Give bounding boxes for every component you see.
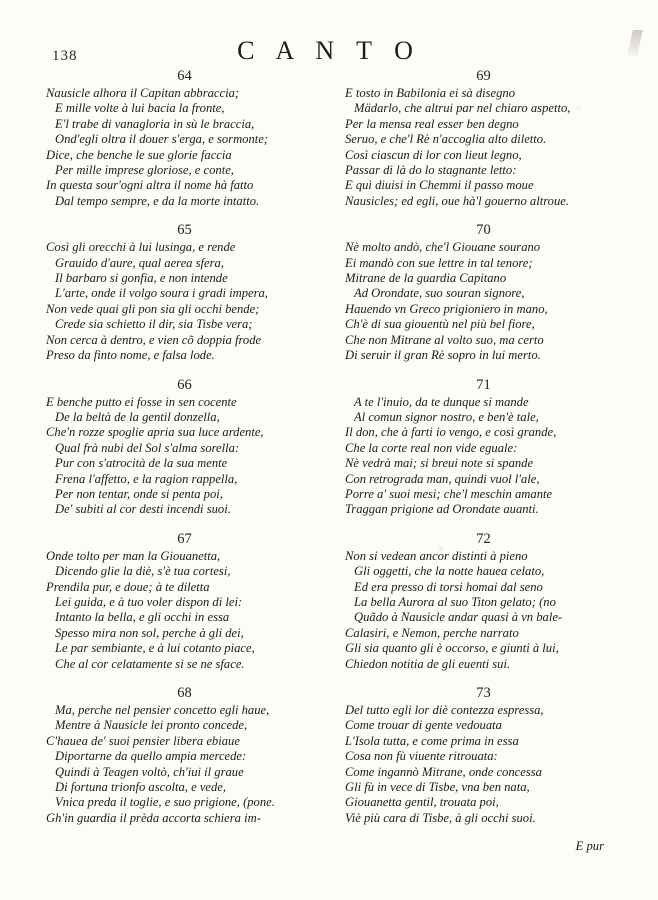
verse-line: Quãdo à Nausicle andar quasi à vn bale- xyxy=(354,610,563,625)
stanza-number: 71 xyxy=(476,376,491,393)
verse-line: Traggan prigione ad Orondate auanti. xyxy=(345,502,539,517)
verse-line: Che'n rozze spoglie apria sua luce ardente, xyxy=(46,425,264,440)
stanza-number: 67 xyxy=(177,530,192,547)
verse-line: Pur con s'atrocità de la sua mente xyxy=(55,456,228,471)
stanza-number: 64 xyxy=(177,68,192,84)
verse-line: Per mille imprese gloriose, e conte, xyxy=(55,163,234,178)
verse-line: Di fortuna trionfo ascolta, e vede, xyxy=(55,780,227,795)
verse-line: Porre a' suoi mesi; che'l meschin amante xyxy=(345,486,553,501)
verse-line: E quì diuisi in Chemmi il passo moue xyxy=(345,178,534,193)
verse-line: L'Isola tutta, e come prima in essa xyxy=(345,733,519,748)
verse-line: Gli fù in vece di Tisbe, vna ben nata, xyxy=(345,780,530,795)
verse-line: Che al cor celatamente si se ne sface. xyxy=(55,656,245,671)
verse-line: C'hauea de' suoi pensier libera ebiaue xyxy=(46,733,240,748)
stanza xyxy=(46,377,323,518)
verse-line: Ad Orondate, suo souran signore, xyxy=(354,286,525,301)
stanza-number: 66 xyxy=(177,376,192,393)
verse-line: Onde tolto per man la Giouanetta, xyxy=(46,548,221,563)
verse-line: Dal tempo sempre, e da la morte intatto. xyxy=(55,193,260,208)
verse-line: Crede sia schietto il dir, sia Tisbe vera; xyxy=(55,317,253,332)
stanza xyxy=(46,685,323,826)
verse-line: Quindi à Teagen voltò, ch'iui il graue xyxy=(55,764,244,779)
verse-line: E tosto in Babilonia ei sà disegno xyxy=(345,86,516,100)
verse-line: Al comun signor nostro, e ben'è tale, xyxy=(354,409,539,424)
verse-line: Passar di là do lo stagnante letto: xyxy=(345,163,517,178)
verse-line: L'arte, onde il volgo soura i gradi impera, xyxy=(55,286,268,301)
verse-line: Ma, perche nel pensier concetto egli haue, xyxy=(55,703,270,717)
verse-line: Seruo, e che'l Rè n'accoglia alto diletto. xyxy=(345,132,547,147)
verse-line: Che non Mitrane al volto suo, ma certo xyxy=(345,332,544,347)
verse-line: Come ingannò Mitrane, onde concessa xyxy=(345,764,542,779)
verse-line: Così gli orecchi à lui lusinga, e rende xyxy=(46,240,236,255)
stanza-number: 65 xyxy=(177,222,192,239)
verse-line: Dicendo glie la diè, s'è tua cortesi, xyxy=(55,564,231,579)
running-head: C A N T O xyxy=(237,36,421,65)
verse-line: Di seruir il gran Rè sopro in lui merto. xyxy=(345,348,541,363)
verse-line: A te l'inuio, da te dunque si mande xyxy=(354,394,529,409)
verse-line: Nè molto andò, che'l Giouane sourano xyxy=(345,240,541,255)
verse-line: De la beltà de la gentil donzella, xyxy=(55,409,220,424)
verse-line: Come trouar di gente vedouata xyxy=(345,718,502,733)
verse-line: Ond'egli oltra il douer s'erga, e sormonte; xyxy=(55,132,269,147)
stanza-number: 73 xyxy=(476,685,491,701)
verse-line: Gli oggetti, che la notte hauea celato, xyxy=(354,564,545,579)
verse-line: Per non tentar, onde si penta poi, xyxy=(55,486,223,501)
verse-line: Preso da finto nome, e falsa lode. xyxy=(46,348,215,363)
stanza xyxy=(46,222,323,363)
verse-line: In questa sour'ogni altra il nome hà fatto xyxy=(46,178,254,193)
stanza-number: 69 xyxy=(476,68,491,84)
verse-line: Il barbaro si gonfia, e non intende xyxy=(55,271,228,286)
verse-line: Lei guida, e à tuo voler dispon di lei: xyxy=(55,594,243,609)
verse-line: Viè più cara di Tisbe, à gli occhi suoi. xyxy=(345,810,536,825)
stanza-number: 68 xyxy=(177,685,192,701)
verse-line: Frena l'affetto, e la ragion rappella, xyxy=(55,471,238,486)
verse-line: La bella Aurora al suo Titon gelato; (no xyxy=(354,594,556,609)
verse-line: Dice, che benche le sue glorie faccia xyxy=(46,147,232,162)
verse-line: Il don, che à farti io vengo, e così grande, xyxy=(345,425,557,440)
stanza xyxy=(345,68,622,209)
verse-line: Non vede quai gli pon sia gli occhi bende; xyxy=(46,301,260,316)
stanza xyxy=(345,377,622,518)
verse-line: Gh'in guardia il prèda accorta schiera im- xyxy=(46,810,261,825)
verse-line: Prendila pur, e doue; à te diletta xyxy=(46,579,210,594)
verse-line: Nausicle alhora il Capitan abbraccia; xyxy=(46,86,240,100)
verse-line: Non cerca à dentro, e vien cõ doppia frode xyxy=(46,332,262,347)
verse-line: Mädarlo, che altrui par nel chiaro aspetto, xyxy=(354,101,571,116)
verse-line: Con retrograda man, quindi vuol l'ale, xyxy=(345,471,540,486)
verse-line: Che la corte real non vide eguale: xyxy=(345,440,518,455)
stanza xyxy=(345,685,622,826)
verse-line: Qual frà nubi del Sol s'alma sorella: xyxy=(55,440,240,455)
verse-line: Non si vedean ancor distinti à pieno xyxy=(345,548,528,563)
verse-line: Diportarne da quello ampia mercede: xyxy=(55,749,247,764)
verse-line: Cosa non fù viuente ritrouata: xyxy=(345,749,498,764)
verse-line: Ch'è di sua giouentù nel più bel fiore, xyxy=(345,317,535,332)
verse-line: E'l trabe di vanagloria in sù le braccia, xyxy=(55,116,255,131)
text-columns xyxy=(46,68,622,854)
verse-line: Grauido d'aure, qual aerea sfera, xyxy=(55,255,224,270)
verse-line: De' subiti al cor desti incendi suoi. xyxy=(55,502,231,517)
verse-line: Del tutto egli lor diè contezza espressa, xyxy=(345,703,544,717)
verse-line: Mentre à Nausicle lei pronto concede, xyxy=(55,718,248,733)
verse-line: Giouanetta gentil, trouata poi, xyxy=(345,795,499,810)
stanza-number: 72 xyxy=(476,530,491,547)
column-left xyxy=(46,68,323,854)
verse-line: Ed era presso di torsi homai dal seno xyxy=(354,579,543,594)
stanza xyxy=(345,222,622,363)
verse-line: Ei mandò con sue lettre in tal tenore; xyxy=(345,255,533,270)
verse-line: Chiedon notitia de gli euenti sui. xyxy=(345,656,511,671)
stanza xyxy=(46,68,323,209)
verse-line: Calasiri, e Nemon, perche narrato xyxy=(345,625,519,640)
stanza xyxy=(345,531,622,672)
verse-line: Nausicles; ed egli, oue hà'l gouerno altroue. xyxy=(345,193,569,208)
verse-line: Le par sembiante, e à lui cotanto piace, xyxy=(55,641,255,656)
stanza xyxy=(46,531,323,672)
verse-line: E mille volte à lui bacia la fronte, xyxy=(55,101,225,116)
verse-line: E benche putto ei fosse in sen cocente xyxy=(46,394,237,409)
column-right xyxy=(345,68,622,854)
verse-line: Vnica preda il toglie, e suo prigione, (pone. xyxy=(55,795,275,810)
verse-line: Intanto la bella, e gli occhi in essa xyxy=(55,610,230,625)
folio-number: 138 xyxy=(52,48,78,64)
verse-line: Spesso mira non sol, perche à gli dei, xyxy=(55,625,244,640)
verse-line: Hauendo vn Greco prigioniero in mano, xyxy=(345,301,548,316)
verse-line: Per la mensa real esser ben degno xyxy=(345,116,519,131)
catchword: E pur xyxy=(575,839,604,854)
verse-line: Mitrane de la guardia Capitano xyxy=(345,271,507,286)
verse-line: Così ciascun di lor con lieut legno, xyxy=(345,147,522,162)
verse-line: Gli sia quanto gli è occorso, e giunti à lui, xyxy=(345,641,559,656)
verse-line: Nè vedrà mai; si breui note si spande xyxy=(345,456,534,471)
stanza-number: 70 xyxy=(476,222,491,239)
